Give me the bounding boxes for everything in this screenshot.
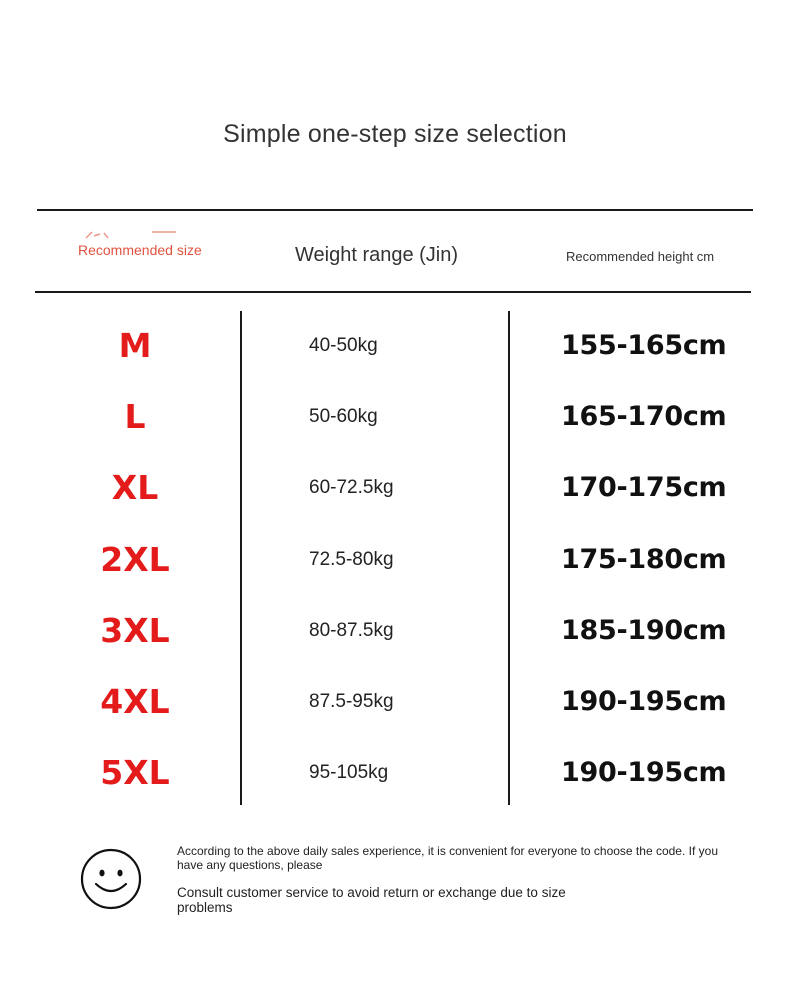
- size-cell: L: [124, 397, 146, 437]
- table-row: [0, 666, 790, 737]
- header-size: [78, 242, 202, 258]
- height-cell: 165-170cm: [561, 401, 727, 433]
- weight-cell: 60-72.5kg: [309, 477, 394, 499]
- size-cell: XL: [111, 468, 159, 508]
- weight-cell: 50-60kg: [309, 406, 378, 428]
- footer-note-1: According to the above daily sales experience, it is convenient for everyone to choose the code. If you have any questions, please: [177, 844, 718, 872]
- footer-note: [0, 840, 790, 930]
- header-size-label: Recommended size: [78, 242, 202, 258]
- size-cell: M: [118, 326, 152, 365]
- footer-note-2: Consult customer service to avoid return or exchange due to size problems: [177, 885, 566, 915]
- header-bottom-rule: [35, 291, 751, 293]
- table-row: [0, 381, 790, 452]
- size-cell: 4XL: [100, 681, 170, 721]
- size-cell: 5XL: [100, 753, 170, 793]
- page-title: Simple one-step size selection: [223, 120, 567, 148]
- weight-cell: 80-87.5kg: [309, 619, 394, 641]
- decorative-scribble-icon: [82, 230, 178, 240]
- weight-cell: 40-50kg: [309, 335, 378, 356]
- size-cell: 2XL: [100, 539, 170, 579]
- size-table: [0, 310, 790, 808]
- smiley-icon: [80, 848, 142, 910]
- height-cell: 190-195cm: [561, 685, 727, 717]
- header-top-rule: [37, 209, 753, 211]
- height-cell: 170-175cm: [561, 472, 727, 504]
- height-cell: 175-180cm: [561, 543, 727, 575]
- height-cell: 185-190cm: [561, 614, 727, 646]
- weight-cell: 87.5-95kg: [309, 690, 394, 712]
- weight-cell: 95-105kg: [309, 762, 389, 784]
- header-height: Recommended height cm: [566, 249, 715, 264]
- table-row: [0, 310, 790, 381]
- size-cell: 3XL: [100, 610, 170, 650]
- height-cell: 190-195cm: [561, 757, 727, 789]
- height-cell: 155-165cm: [561, 330, 727, 361]
- table-row: [0, 595, 790, 666]
- weight-cell: 72.5-80kg: [309, 548, 394, 570]
- header-weight: Weight range (Jin): [295, 244, 459, 266]
- table-row: [0, 737, 790, 808]
- table-row: [0, 452, 790, 523]
- table-row: [0, 524, 790, 595]
